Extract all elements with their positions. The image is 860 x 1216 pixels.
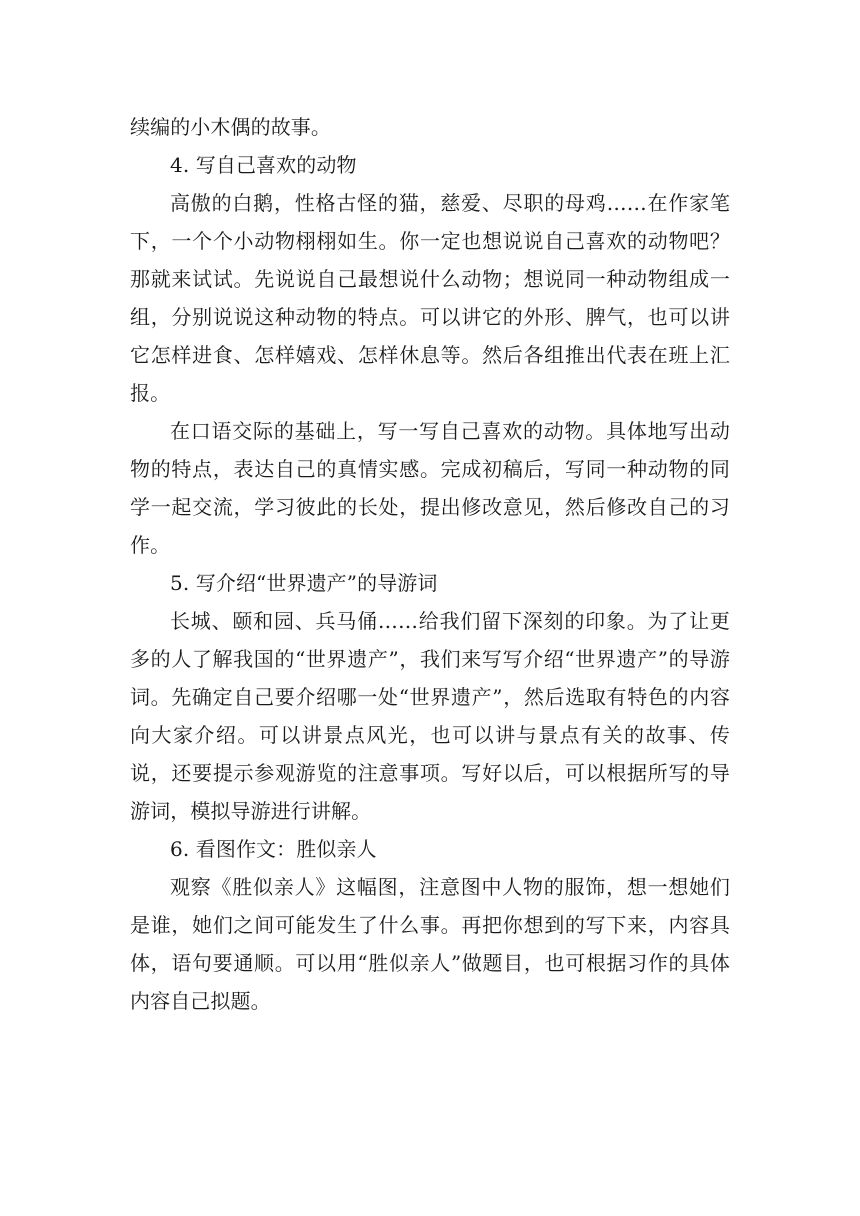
section-heading-5: 5. 写介绍“世界遗产”的导游词 — [170, 571, 438, 595]
paragraph: 在口语交际的基础上，写一写自己喜欢的动物。具体地写出动物的特点，表达自己的真情实感。完成初稿后，写同一种动物的同学一起交流，学习彼此的长处，提出修改意见，然后修改自己的习作。 — [130, 419, 730, 557]
paragraph: 高傲的白鹅，性格古怪的猫，慈爱、尽职的母鸡……在作家笔下，一个个小动物栩栩如生。你一定也想说说自己喜欢的动物吧？那就来试试。先说说自己最想说什么动物；想说同一种动物组成一组，分别说说这种动物的特点。可以讲它的外形、脾气，也可以讲它怎样进食、怎样嬉戏、怎样休息等。然后各组推出代表在班上汇报。 — [130, 191, 730, 405]
section-heading-4: 4. 写自己喜欢的动物 — [170, 153, 357, 177]
paragraph-continued: 续编的小木偶的故事。 — [130, 115, 331, 139]
paragraph: 长城、颐和园、兵马俑……给我们留下深刻的印象。为了让更多的人了解我国的“世界遗产”，我们来写写介绍“世界遗产”的导游词。先确定自己要介绍哪一处“世界遗产”，然后选取有特色的内容向大家介绍。可以讲景点风光，也可以讲与景点有关的故事、传说，还要提示参观游览的注意事项。写好以后，可以根据所写的导游词，模拟导游进行讲解。 — [130, 609, 730, 823]
paragraph: 观察《胜似亲人》这幅图，注意图中人物的服饰，想一想她们是谁，她们之间可能发生了什么事。再把你想到的写下来，内容具体，语句要通顺。可以用“胜似亲人”做题目，也可根据习作的具体内容自己拟题。 — [130, 875, 730, 1013]
document-page — [130, 108, 730, 1020]
section-heading-6: 6. 看图作文：胜似亲人 — [170, 837, 377, 861]
